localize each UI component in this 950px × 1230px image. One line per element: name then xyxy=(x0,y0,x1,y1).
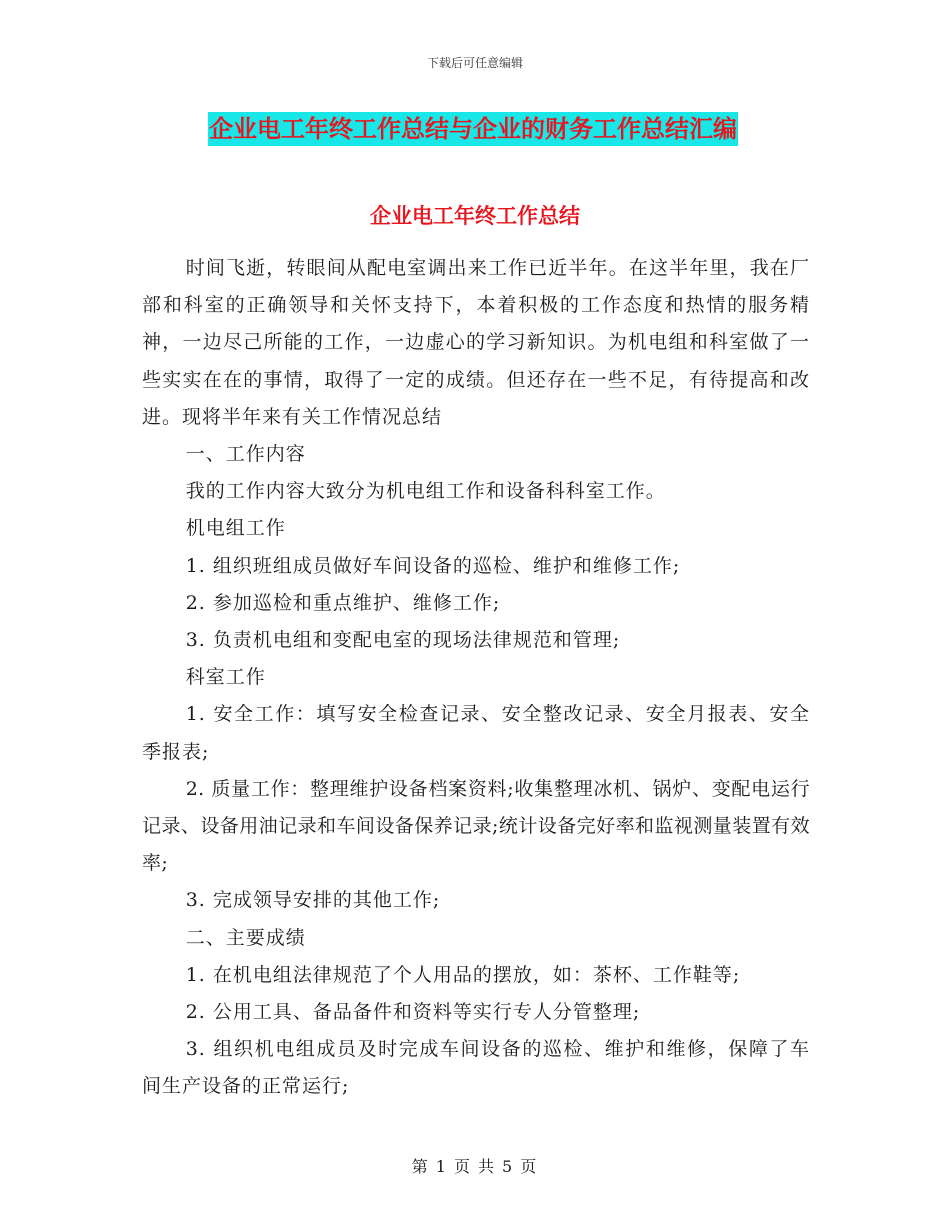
current-page-number: 1 xyxy=(435,1157,448,1176)
list-item: 2. 参加巡检和重点维护、维修工作; xyxy=(185,591,501,614)
body-content xyxy=(142,250,810,1106)
list-item: 1. 在机电组法律规范了个人用品的摆放，如：茶杯、工作鞋等; xyxy=(185,963,741,986)
footer-label-page: 页 xyxy=(453,1157,472,1176)
document-title: 企业电工年终工作总结与企业的财务工作总结汇编 xyxy=(208,112,738,146)
footer-label-suffix: 页 xyxy=(520,1157,539,1176)
paragraph-intro: 时间飞逝，转眼间从配电室调出来工作已近半年。在这半年里，我在厂部和科室的正确领导和关怀支持下，本着积极的工作态度和热情的服务精神，一边尽己所能的工作，一边虚心的学习新知识。为机电组和科室做了一些实实在在的事情，取得了一定的成绩。但还存在一些不足，有待提高和改进。现将半年来有关工作情况总结 xyxy=(142,257,810,428)
header-note: 下载后可任意编辑 xyxy=(426,56,523,70)
page-footer xyxy=(0,1154,950,1177)
heading-main-achievements: 二、主要成绩 xyxy=(185,926,306,949)
list-item: 2. 质量工作：整理维护设备档案资料;收集整理冰机、锅炉、变配电运行记录、设备用油记录和车间设备保养记录;统计设备完好率和监视测量装置有效率; xyxy=(142,777,810,875)
paragraph-work-scope: 我的工作内容大致分为机电组工作和设备科科室工作。 xyxy=(185,480,666,503)
section-title: 企业电工年终工作总结 xyxy=(370,204,580,228)
list-item: 3. 组织机电组成员及时完成车间设备的巡检、维护和维修，保障了车间生产设备的正常运行; xyxy=(142,1038,810,1098)
list-item: 2. 公用工具、备品备件和资料等实行专人分管整理; xyxy=(185,1001,641,1024)
subheading-mechanical-group: 机电组工作 xyxy=(185,517,286,540)
footer-label-total: 共 xyxy=(478,1157,497,1176)
list-item: 3. 负责机电组和变配电室的现场法律规范和管理; xyxy=(185,629,621,652)
list-item: 1. 组织班组成员做好车间设备的巡检、维护和维修工作; xyxy=(185,554,681,577)
list-item: 3. 完成领导安排的其他工作; xyxy=(185,889,441,912)
heading-work-content: 一、工作内容 xyxy=(185,443,306,466)
subheading-office-work: 科室工作 xyxy=(185,666,266,689)
list-item: 1. 安全工作：填写安全检查记录、安全整改记录、安全月报表、安全季报表; xyxy=(142,703,810,763)
footer-label-prefix: 第 xyxy=(411,1157,430,1176)
total-pages-number: 5 xyxy=(502,1157,515,1176)
